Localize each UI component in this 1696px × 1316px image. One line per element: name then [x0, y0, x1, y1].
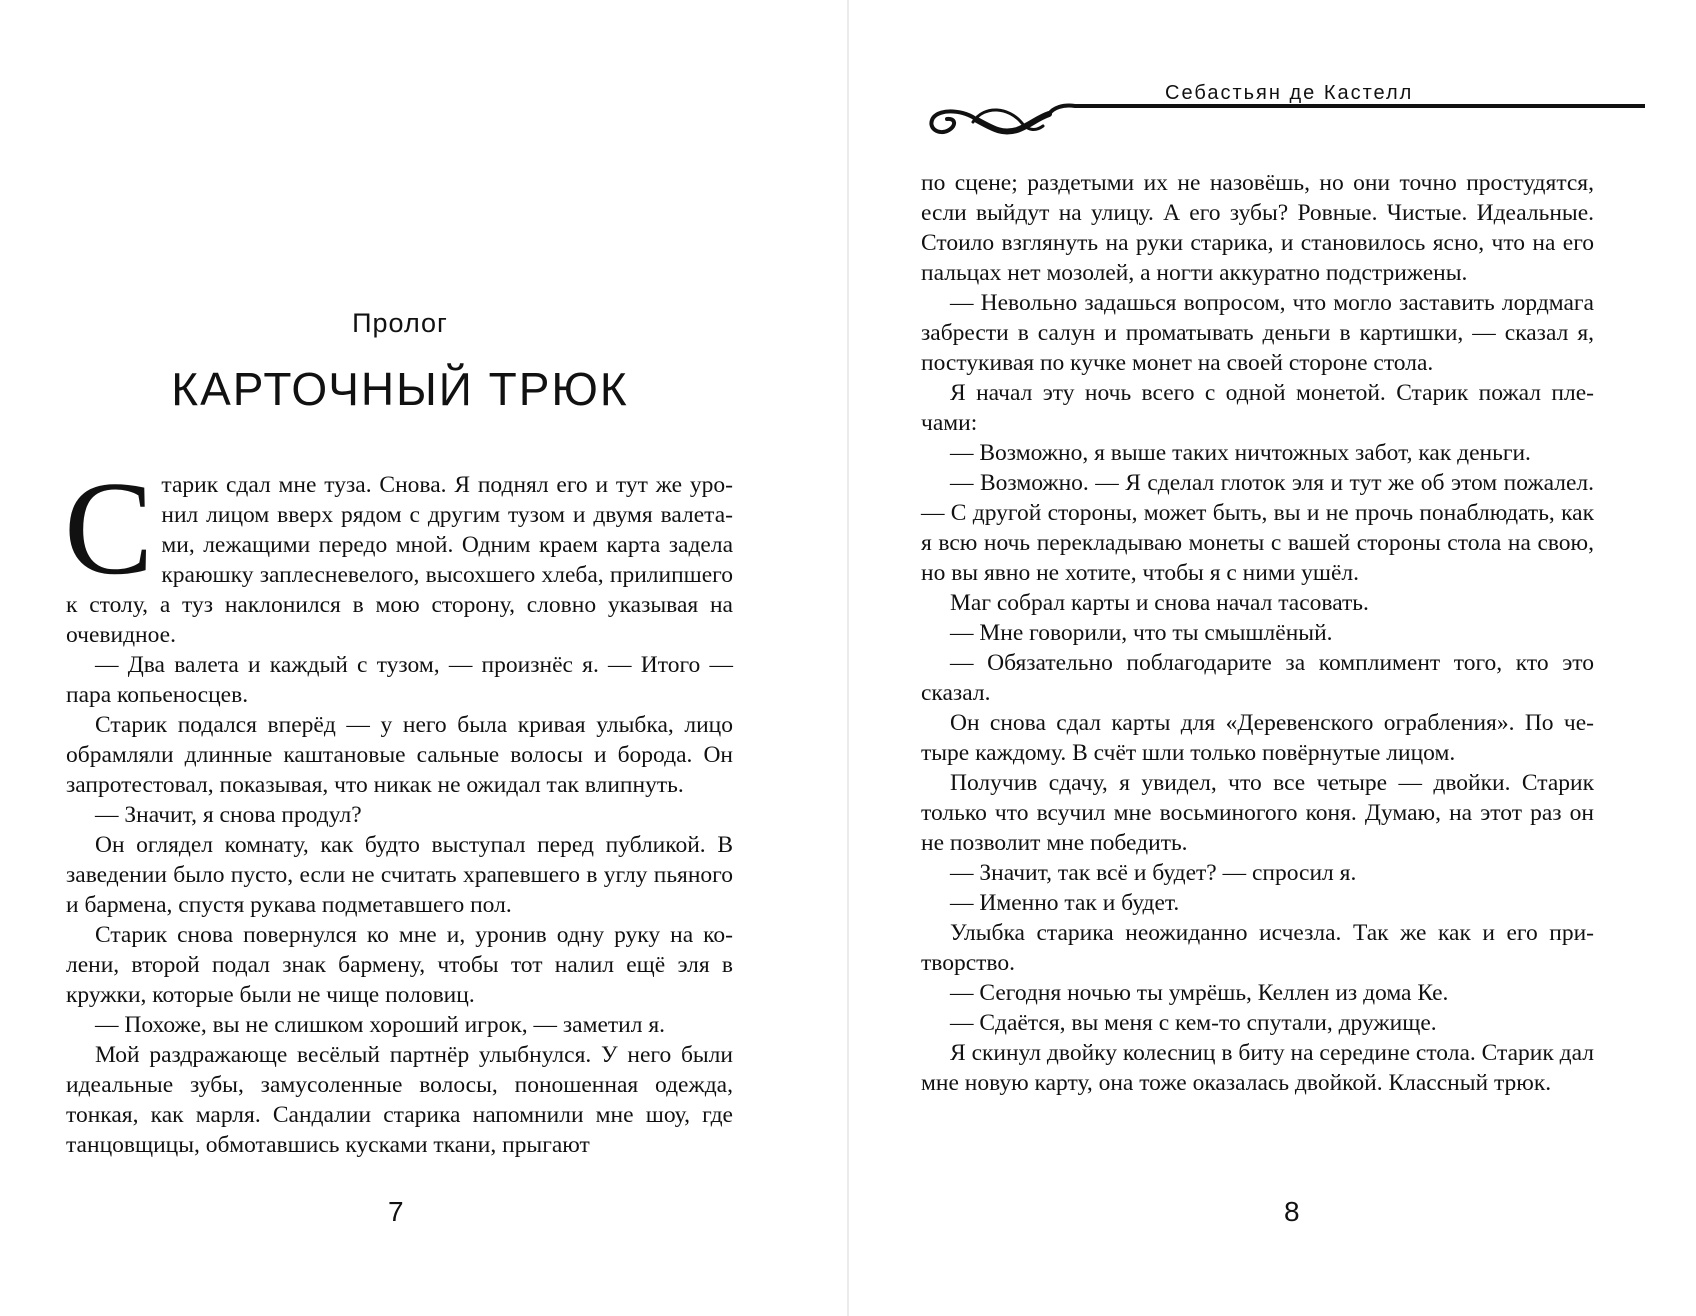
paragraph: Старик снова повернулся ко мне и, уронив одну руку на колени, второй подал знак бармену, чтобы тот налил ещё эля в кружки, которые были не чище половиц.	[66, 922, 733, 1008]
paragraph: — Именно так и будет.	[950, 890, 1180, 916]
left-page	[0, 0, 847, 1316]
paragraph: Он оглядел комнату, как будто выступал перед публикой. В заведении было пусто, если не считать храпевшего в углу пьяного и бармена, спустя рукава подметавшего пол.	[66, 832, 733, 918]
page-number: 7	[388, 1196, 404, 1227]
paragraph: Я начал эту ночь всего с одной монетой. Старик пожал плечами:	[921, 380, 1594, 436]
paragraph: — Значит, я снова продул?	[95, 802, 362, 828]
page-number: 8	[1284, 1196, 1300, 1227]
paragraph-text: тарик сдал мне туза. Снова. Я поднял его и тут же уронил лицом вверх рядом с другим тузом и двумя валетами, лежащими передо мной. Одним краем карта задела краюшку заплесневелого, высохшего хлеба, прилипшего к столу, а туз наклонился в мою сторону, словно указывая на очевидное.	[66, 472, 733, 648]
paragraph: Улыбка старика неожиданно исчезла. Так же как и его притворство.	[921, 920, 1594, 976]
running-head: Себастьян де Кастелл	[1165, 82, 1414, 104]
paragraph: — Возможно, я выше таких ничтожных забот, как деньги.	[950, 440, 1531, 466]
paragraph: Мой раздражающе весёлый партнёр улыбнулся. У него были идеальные зубы, замусоленные волосы, поношенная одежда, тонкая, как марля. Сандалии старика напомнили мне шоу, где танцовщицы, обмотавшись кусками ткани, прыгают	[66, 1042, 733, 1158]
paragraph: — Возможно. — Я сделал глоток эля и тут же об этом пожалел. — С другой стороны, может быть, вы и не прочь понаблюдать, как я всю ночь перекладываю монеты с вашей стороны стола на свою, но вы явно не хотите, чтобы я с ними ушёл.	[921, 470, 1594, 586]
right-body-text	[921, 168, 1594, 1168]
prologue-label: Пролог	[352, 308, 448, 338]
paragraph: — Два валета и каждый с тузом, — произнёс я. — Итого — пара копьеносцев.	[66, 652, 733, 708]
paragraph: по сцене; раздетыми их не назовёшь, но они точно простудятся, если выйдут на улицу. А его зубы? Ровные. Чистые. Идеальные. Стоило взглянуть на руки старика, и становилось ясно, что на его пальцах нет мозолей, а ногти аккуратно подстрижены.	[921, 170, 1594, 286]
drop-cap: С	[64, 454, 154, 602]
paragraph: Маг собрал карты и снова начал тасовать.	[950, 590, 1369, 616]
paragraph: Старик подался вперёд — у него была кривая улыбка, лицо обрамляли длинные каштановые сальные волосы и борода. Он запротестовал, показывая, что никак не ожидал так влипнуть.	[66, 712, 733, 798]
chapter-title: КАРТОЧНЫЙ ТРЮК	[171, 363, 629, 415]
right-page	[849, 0, 1696, 1316]
paragraph	[64, 454, 733, 650]
paragraph: — Сдаётся, вы меня с кем-то спутали, дружище.	[950, 1010, 1437, 1036]
paragraph: Он снова сдал карты для «Деревенского ограбления». По четыре каждому. В счёт шли только повёрнутые лицом.	[921, 710, 1594, 766]
paragraph: — Сегодня ночью ты умрёшь, Келлен из дома Ке.	[950, 980, 1449, 1006]
left-body-text	[64, 454, 733, 1190]
paragraph: — Невольно задашься вопросом, что могло заставить лордмага забрести в салун и проматывать деньги в картишки, — сказал я, постукивая по кучке монет на своей стороне стола.	[921, 290, 1594, 376]
paragraph: — Значит, так всё и будет? — спросил я.	[950, 860, 1357, 886]
paragraph: Получив сдачу, я увидел, что все четыре — двойки. Старик только что всучил мне восьминогого коня. Думаю, на этот раз он не позволит мне победить.	[921, 770, 1594, 856]
paragraph: — Похоже, вы не слишком хороший игрок, — заметил я.	[95, 1012, 666, 1038]
paragraph: Я скинул двойку колесниц в биту на середине стола. Старик дал мне новую карту, она тоже оказалась двойкой. Классный трюк.	[921, 1040, 1594, 1096]
paragraph: — Мне говорили, что ты смышлёный.	[950, 620, 1333, 646]
paragraph: — Обязательно поблагодарите за комплимент того, кто это сказал.	[921, 650, 1594, 706]
